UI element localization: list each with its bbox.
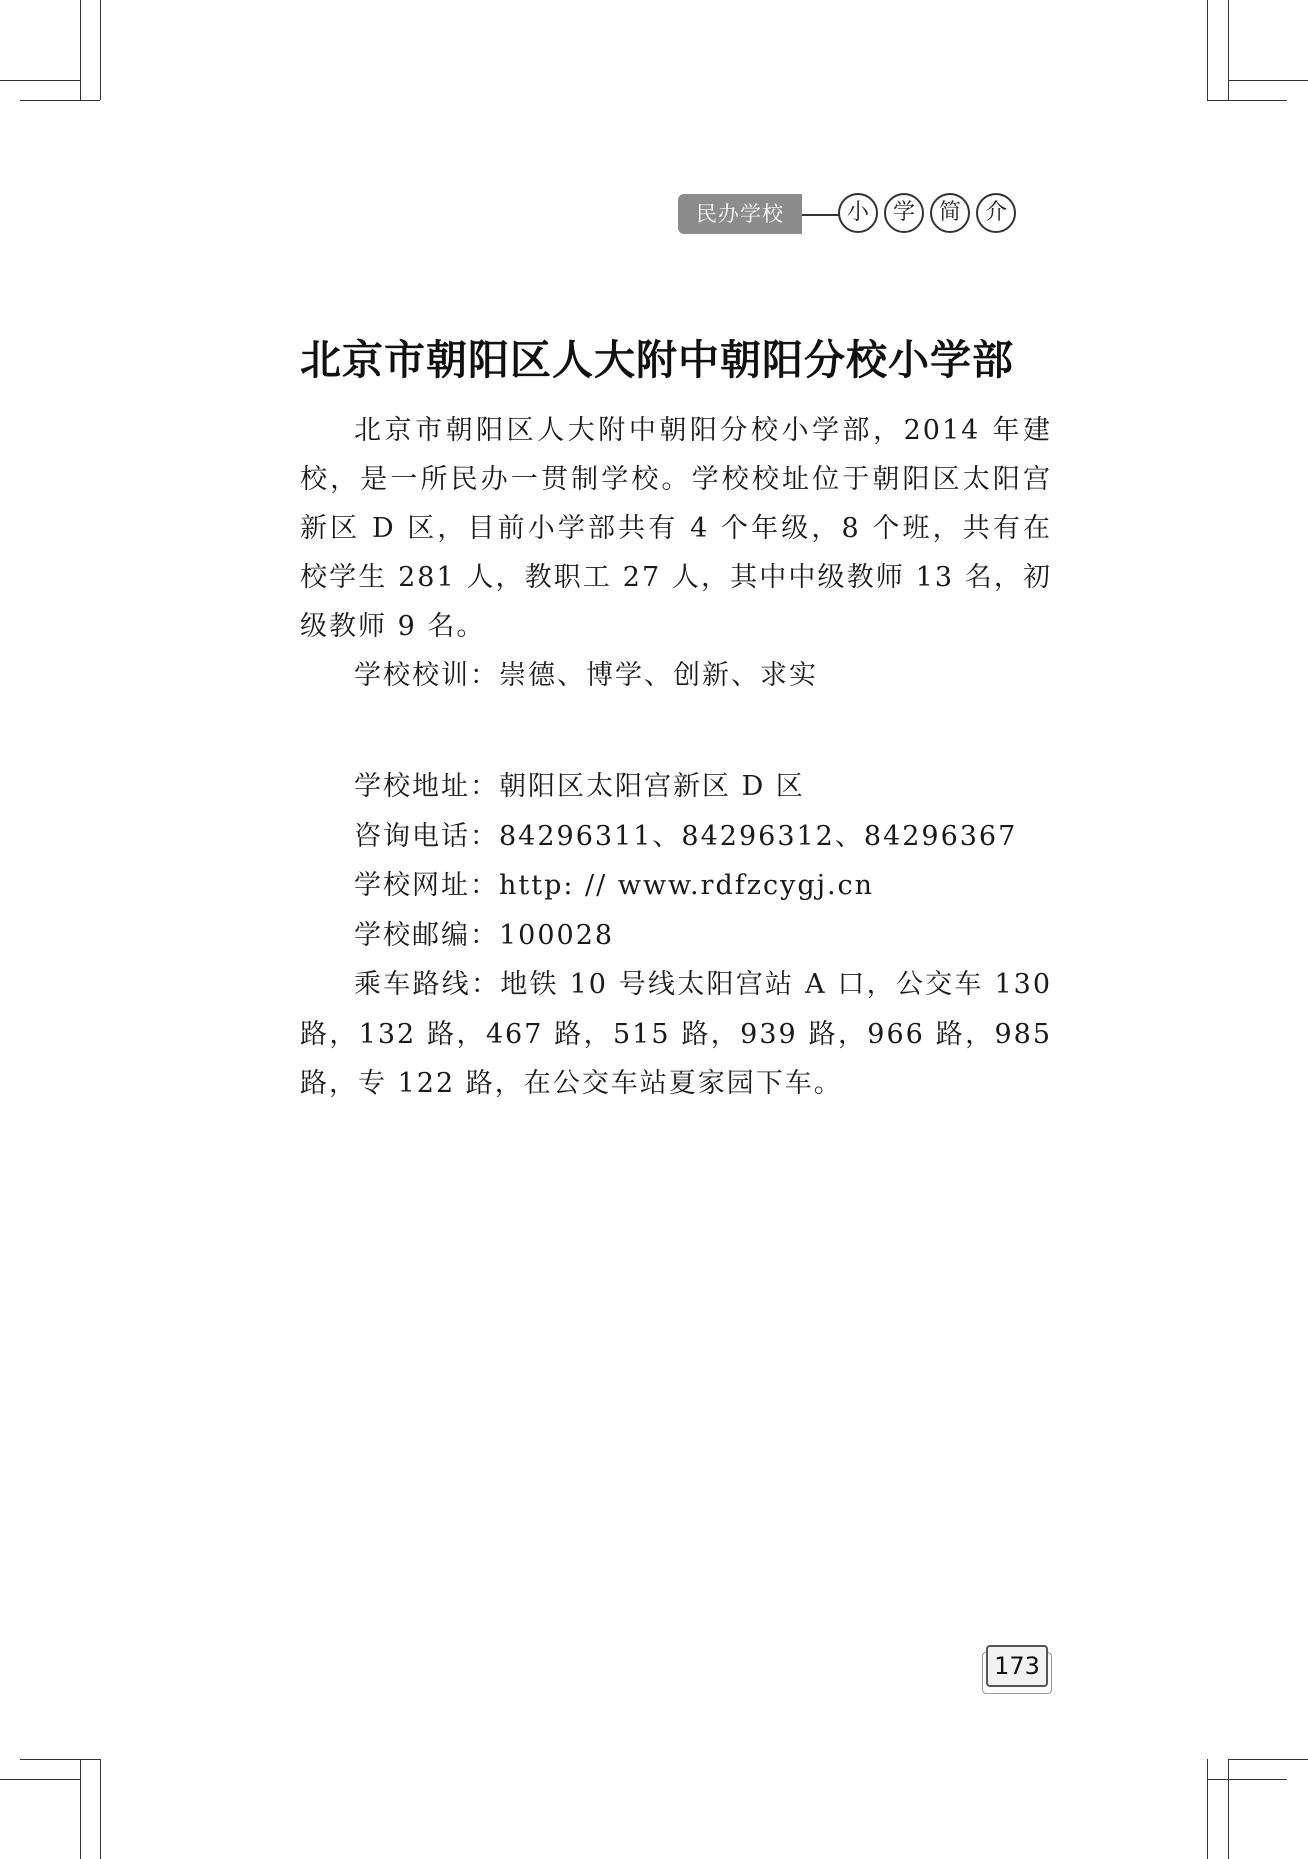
- section-title: [838, 193, 1016, 233]
- intro-section: [300, 406, 1052, 700]
- phone-value: 84296311、84296312、84296367: [499, 820, 1018, 852]
- section-char: 学: [884, 193, 924, 233]
- crop-mark: [1228, 1759, 1229, 1859]
- route-label: 乘车路线：: [354, 969, 501, 1000]
- crop-mark: [20, 1759, 100, 1760]
- phone-line: [300, 812, 1052, 862]
- website-line: [300, 861, 1052, 911]
- page-number: 173: [986, 1645, 1048, 1687]
- contact-info: [300, 762, 1052, 1109]
- section-char: 介: [976, 193, 1016, 233]
- school-motto: 学校校训：崇德、博学、创新、求实: [354, 660, 818, 691]
- address-label: 学校地址：: [354, 771, 499, 802]
- crop-mark: [1228, 1759, 1308, 1760]
- website-value: http: // www.rdfzcygj.cn: [499, 870, 875, 901]
- address-line: [300, 762, 1052, 812]
- crop-mark: [20, 100, 100, 101]
- crop-mark: [1207, 1759, 1208, 1859]
- postcode-line: [300, 911, 1052, 961]
- page-title: 北京市朝阳区人大附中朝阳分校小学部: [300, 336, 1014, 384]
- crop-mark: [1207, 1779, 1287, 1780]
- crop-mark: [1228, 80, 1308, 81]
- crop-mark: [100, 0, 101, 100]
- header-connector-line: [802, 214, 840, 216]
- crop-mark: [1228, 0, 1229, 100]
- section-char: 简: [930, 193, 970, 233]
- phone-label: 咨询电话：: [354, 820, 499, 852]
- address-value: 朝阳区太阳宫新区 D 区: [499, 771, 805, 802]
- website-label: 学校网址：: [354, 870, 499, 901]
- section-char: 小: [838, 193, 878, 233]
- intro-paragraph: 北京市朝阳区人大附中朝阳分校小学部，2014 年建校，是一所民办一贯制学校。学校校址位于朝阳区太阳宫新区 D 区，目前小学部共有 4 个年级，8 个班，共有在校学生 281 人，教职工 27 人，其中中级教师 13 名，初级教师 9 名。: [300, 415, 1052, 642]
- crop-mark: [0, 80, 80, 81]
- crop-mark: [0, 1779, 80, 1780]
- crop-mark: [80, 0, 81, 100]
- postcode-label: 学校邮编：: [354, 919, 499, 951]
- postcode-value: 100028: [499, 919, 615, 951]
- crop-mark: [100, 1759, 101, 1859]
- crop-mark: [1207, 100, 1287, 101]
- crop-mark: [80, 1759, 81, 1859]
- route-value: 地铁 10 号线太阳宫站 A 口，公交车 130 路，132 路，467 路，515 路，939 路，966 路，985 路，专 122 路，在公交车站夏家园下车。: [300, 969, 1053, 1099]
- category-badge: 民办学校: [678, 194, 802, 234]
- route-line: [300, 960, 1052, 1109]
- crop-mark: [1207, 0, 1208, 100]
